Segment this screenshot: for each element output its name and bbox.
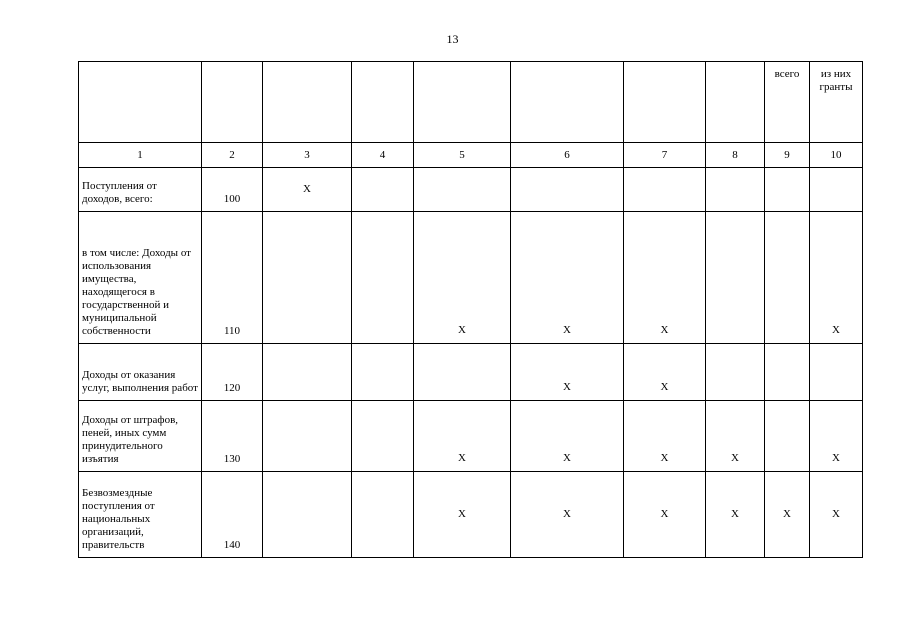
row-cell-col7: X xyxy=(624,401,706,472)
row-cell-col6: X xyxy=(511,401,624,472)
row-code: 140 xyxy=(202,472,263,558)
column-number: 5 xyxy=(414,143,511,168)
row-cell-col5: X xyxy=(414,401,511,472)
row-cell-col3 xyxy=(263,472,352,558)
header-cell-1 xyxy=(79,62,202,143)
column-number: 4 xyxy=(352,143,414,168)
header-cell-4 xyxy=(352,62,414,143)
header-cell-8 xyxy=(706,62,765,143)
row-name: Доходы от оказания услуг, выполнения работ xyxy=(82,369,198,394)
column-number: 6 xyxy=(511,143,624,168)
table-row xyxy=(79,168,863,212)
row-cell-col3 xyxy=(263,344,352,401)
revenue-table xyxy=(78,61,863,558)
row-name: Безвозмездные поступления от национальных организаций, правительств xyxy=(82,487,155,551)
page-number: 13 xyxy=(446,32,459,46)
column-number: 2 xyxy=(202,143,263,168)
table-row xyxy=(79,472,863,558)
row-cell-col10 xyxy=(810,168,863,212)
row-name-cell xyxy=(79,344,202,401)
row-cell-col4 xyxy=(352,168,414,212)
header-cell-total xyxy=(765,62,810,143)
row-name: Доходы от штрафов, пеней, иных сумм принудительного изъятия xyxy=(82,414,179,465)
column-numbers-row xyxy=(79,143,863,168)
column-number: 3 xyxy=(263,143,352,168)
row-cell-col7: X xyxy=(624,344,706,401)
column-number: 8 xyxy=(706,143,765,168)
row-cell-col3 xyxy=(263,212,352,344)
row-cell-col7: X xyxy=(624,212,706,344)
row-cell-col8 xyxy=(706,168,765,212)
row-cell-col4 xyxy=(352,344,414,401)
row-cell-col7 xyxy=(624,168,706,212)
column-number: 7 xyxy=(624,143,706,168)
row-name-cell xyxy=(79,401,202,472)
row-cell-col8 xyxy=(706,344,765,401)
row-cell-col6: X xyxy=(511,472,624,558)
row-cell-col6: X xyxy=(511,212,624,344)
header-cell-5 xyxy=(414,62,511,143)
row-cell-col10: X xyxy=(810,401,863,472)
row-code: 130 xyxy=(202,401,263,472)
row-cell-col9 xyxy=(765,168,810,212)
column-number: 10 xyxy=(810,143,863,168)
row-name-cell xyxy=(79,472,202,558)
row-cell-col6: X xyxy=(511,344,624,401)
column-number: 1 xyxy=(79,143,202,168)
table-row xyxy=(79,401,863,472)
row-cell-col5 xyxy=(414,168,511,212)
header-cell-6 xyxy=(511,62,624,143)
row-cell-col8: X xyxy=(706,401,765,472)
table-row xyxy=(79,212,863,344)
row-cell-col10: X xyxy=(810,472,863,558)
row-cell-col6 xyxy=(511,168,624,212)
row-cell-col5: X xyxy=(414,212,511,344)
table-row xyxy=(79,344,863,401)
header-cell-7 xyxy=(624,62,706,143)
row-cell-col5 xyxy=(414,344,511,401)
row-cell-col5: X xyxy=(414,472,511,558)
row-cell-col8: X xyxy=(706,472,765,558)
row-name: в том числе: Доходы от использования имущества, находящегося в государственной и муниципальной собственности xyxy=(82,247,191,337)
header-cell-3 xyxy=(263,62,352,143)
row-code: 100 xyxy=(202,168,263,212)
header-cell-grants xyxy=(810,62,863,143)
row-cell-col7: X xyxy=(624,472,706,558)
row-cell-col4 xyxy=(352,212,414,344)
row-name-cell xyxy=(79,212,202,344)
row-name: Поступления от доходов, всего: xyxy=(82,180,157,205)
row-cell-col4 xyxy=(352,401,414,472)
row-cell-col10 xyxy=(810,344,863,401)
row-cell-col3 xyxy=(263,401,352,472)
row-cell-col9 xyxy=(765,401,810,472)
row-cell-col9: X xyxy=(765,472,810,558)
row-cell-col10: X xyxy=(810,212,863,344)
row-code: 110 xyxy=(202,212,263,344)
row-name-cell xyxy=(79,168,202,212)
header-grants-label: из них гранты xyxy=(819,68,853,93)
row-cell-col4 xyxy=(352,472,414,558)
row-code: 120 xyxy=(202,344,263,401)
row-cell-col8 xyxy=(706,212,765,344)
header-cell-2 xyxy=(202,62,263,143)
header-total-label: всего xyxy=(774,68,800,80)
row-cell-col9 xyxy=(765,212,810,344)
row-cell-col3: X xyxy=(263,168,352,212)
row-cell-col9 xyxy=(765,344,810,401)
header-row xyxy=(79,62,863,143)
column-number: 9 xyxy=(765,143,810,168)
